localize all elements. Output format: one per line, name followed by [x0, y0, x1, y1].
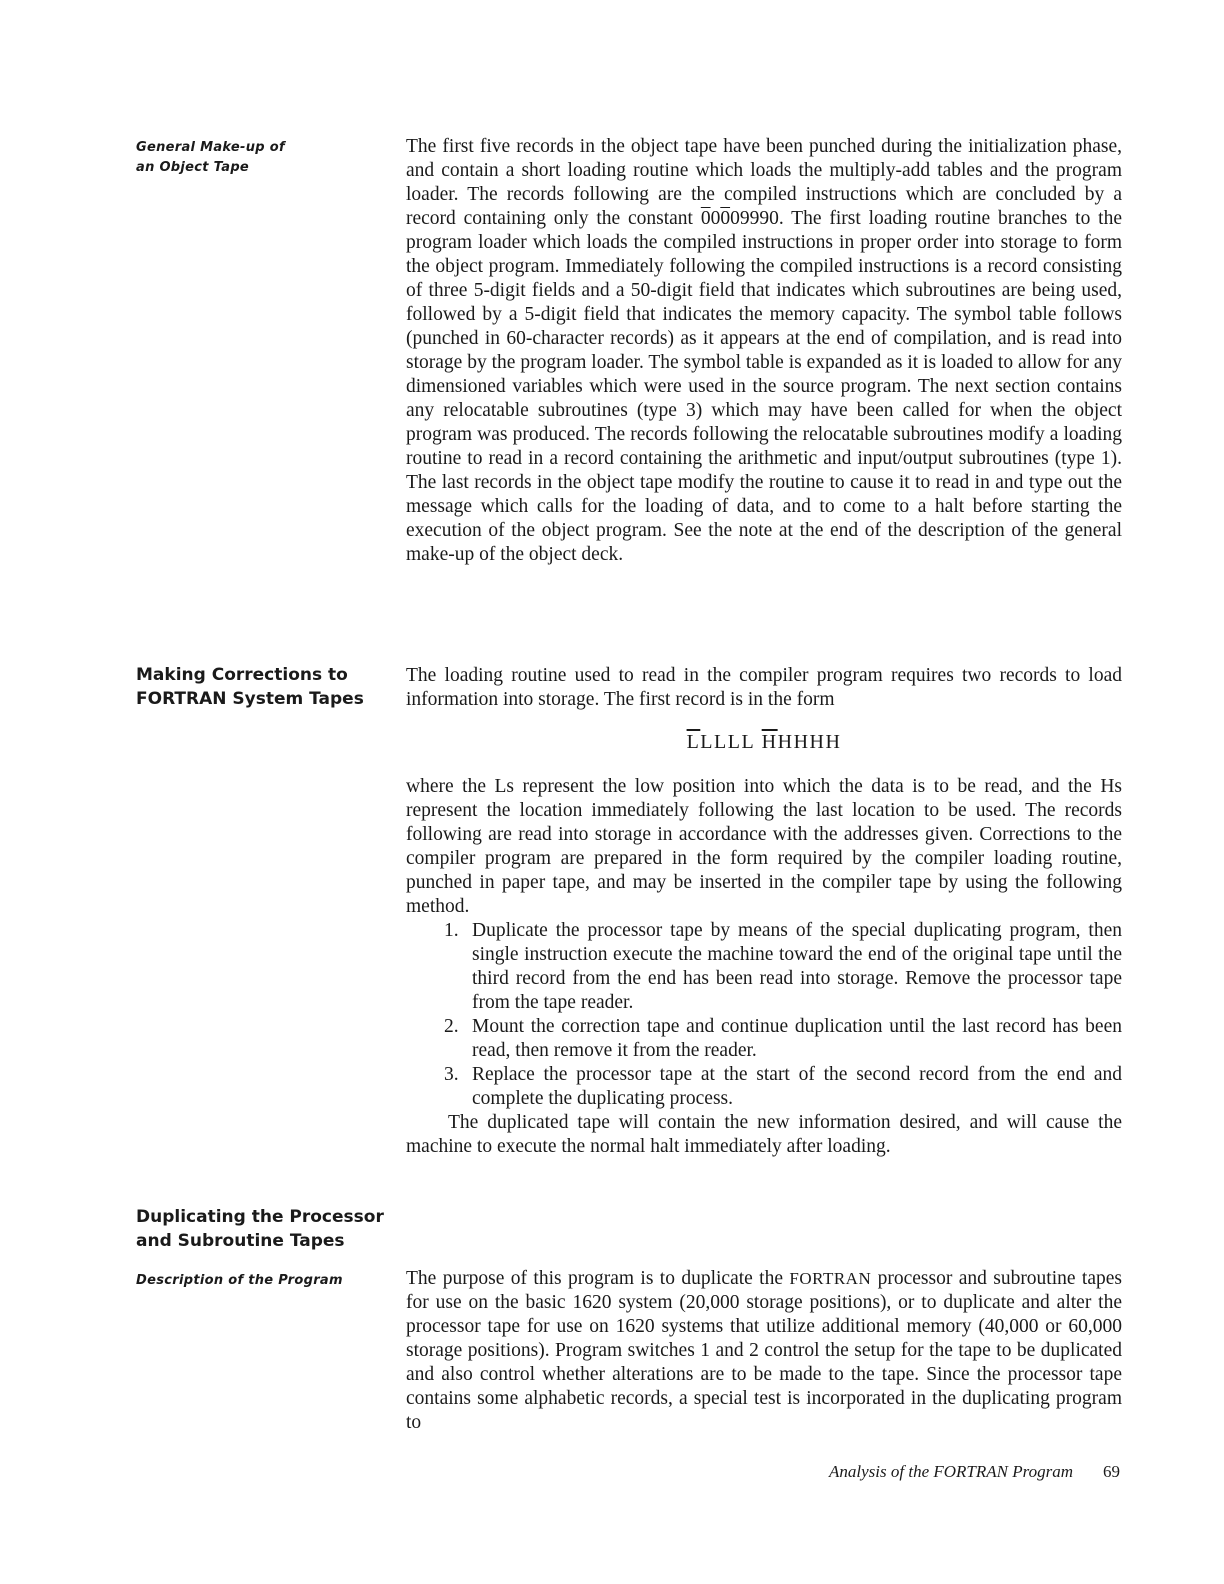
heading-corrections	[136, 663, 376, 711]
running-title: Analysis of the FORTRAN Program	[829, 1462, 1073, 1481]
list-item: 2. Mount the correction tape and continue duplication until the last record has been read, then remove it from the reader.	[444, 1016, 1122, 1061]
heading-line: an Object Tape	[136, 160, 250, 175]
flagged-digit: 0	[720, 208, 731, 229]
record-format-formula: $\overline{L}LLLL$ $\overline{H}HHHH$	[686, 731, 842, 753]
paragraph: where the Ls represent the low position into which the data is to be read, and the Hs represent the location immediately following the last location to be used. The records following are read into storage in accordance with the addresses given. Corrections to the compiler program are prepared in the form required by the compiler loading routine, punched in paper tape, and may be inserted in the compiler tape by using the following method.	[406, 776, 1122, 917]
object-tape-paragraph	[406, 135, 1122, 567]
paragraph: The first five records in the object tape have been punched during the initialization phase, and contain a short loading routine which loads the multiply-add tables and the program loader. The records following are the compiled instructions which are concluded by a record containing only the constant 00009990. The first loading routine branches to the program loader which loads the compiled instructions in proper order into storage to form the object program. Immediately following the compiled instructions is a record consisting of three 5-digit fields and a 50-digit field that indicates which subroutines are being used, followed by a 5-digit field that indicates the memory capacity. The symbol table follows (punched in 60-character records) as it appears at the end of compilation, and is read into storage by the program loader. The symbol table is expanded as it is loaded to allow for any dimensioned variables which were used in the source program. The next section contains any relocatable subroutines (type 3) which may have been called for when the object program was produced. The records following the relocatable subroutines modify a loading routine to read in a record containing the arithmetic and input/output subroutines (type 1). The last records in the object tape modify the routine to cause it to read in and type out the message which calls for the loading of data, and to come to a halt before starting the execution of the object program. See the note at the end of the description of the general make-up of the object deck.	[406, 136, 1122, 565]
steps-list	[406, 919, 1122, 1111]
heading-line: Duplicating the Processor	[136, 1207, 384, 1227]
page-number: 69	[1103, 1462, 1120, 1481]
page-footer	[829, 1460, 1120, 1484]
heading-line: FORTRAN System Tapes	[136, 689, 364, 709]
heading-line: General Make-up of	[136, 140, 285, 155]
flagged-digit: 0	[700, 208, 711, 229]
corrections-body	[406, 775, 1122, 1159]
fortran-word: FORTRAN	[789, 1269, 872, 1288]
corrections-intro: The loading routine used to read in the compiler program requires two records to load information into storage. The first record is in the form	[406, 665, 1122, 710]
list-item: 1. Duplicate the processor tape by means of the special duplicating program, then single instruction execute the machine toward the end of the original tape until the third record from the end has been read into storage. Remove the processor tape from the tape reader.	[444, 920, 1122, 1013]
duplicating-paragraph	[406, 1267, 1122, 1435]
heading-object-tape	[136, 138, 336, 178]
heading-line: and Subroutine Tapes	[136, 1231, 345, 1251]
list-item: 3. Replace the processor tape at the start of the second record from the end and complete the duplicating process.	[444, 1064, 1122, 1109]
subheading-description: Description of the Program	[136, 1273, 343, 1288]
heading-line: Making Corrections to	[136, 665, 348, 685]
paragraph: The duplicated tape will contain the new information desired, and will cause the machine to execute the normal halt immediately after loading.	[406, 1112, 1122, 1157]
heading-duplicating	[136, 1205, 384, 1253]
paragraph: The purpose of this program is to duplicate the FORTRAN processor and subroutine tapes for use on the basic 1620 system (20,000 storage positions), or to duplicate and alter the processor tape for use on 1620 systems that utilize additional memory (40,000 or 60,000 storage positions). Program switches 1 and 2 control the setup for the tape to be duplicated and also control whether alterations are to be made to the tape. Since the processor tape contains some alphabetic records, a special test is incorporated in the duplicating program to	[406, 1268, 1122, 1433]
